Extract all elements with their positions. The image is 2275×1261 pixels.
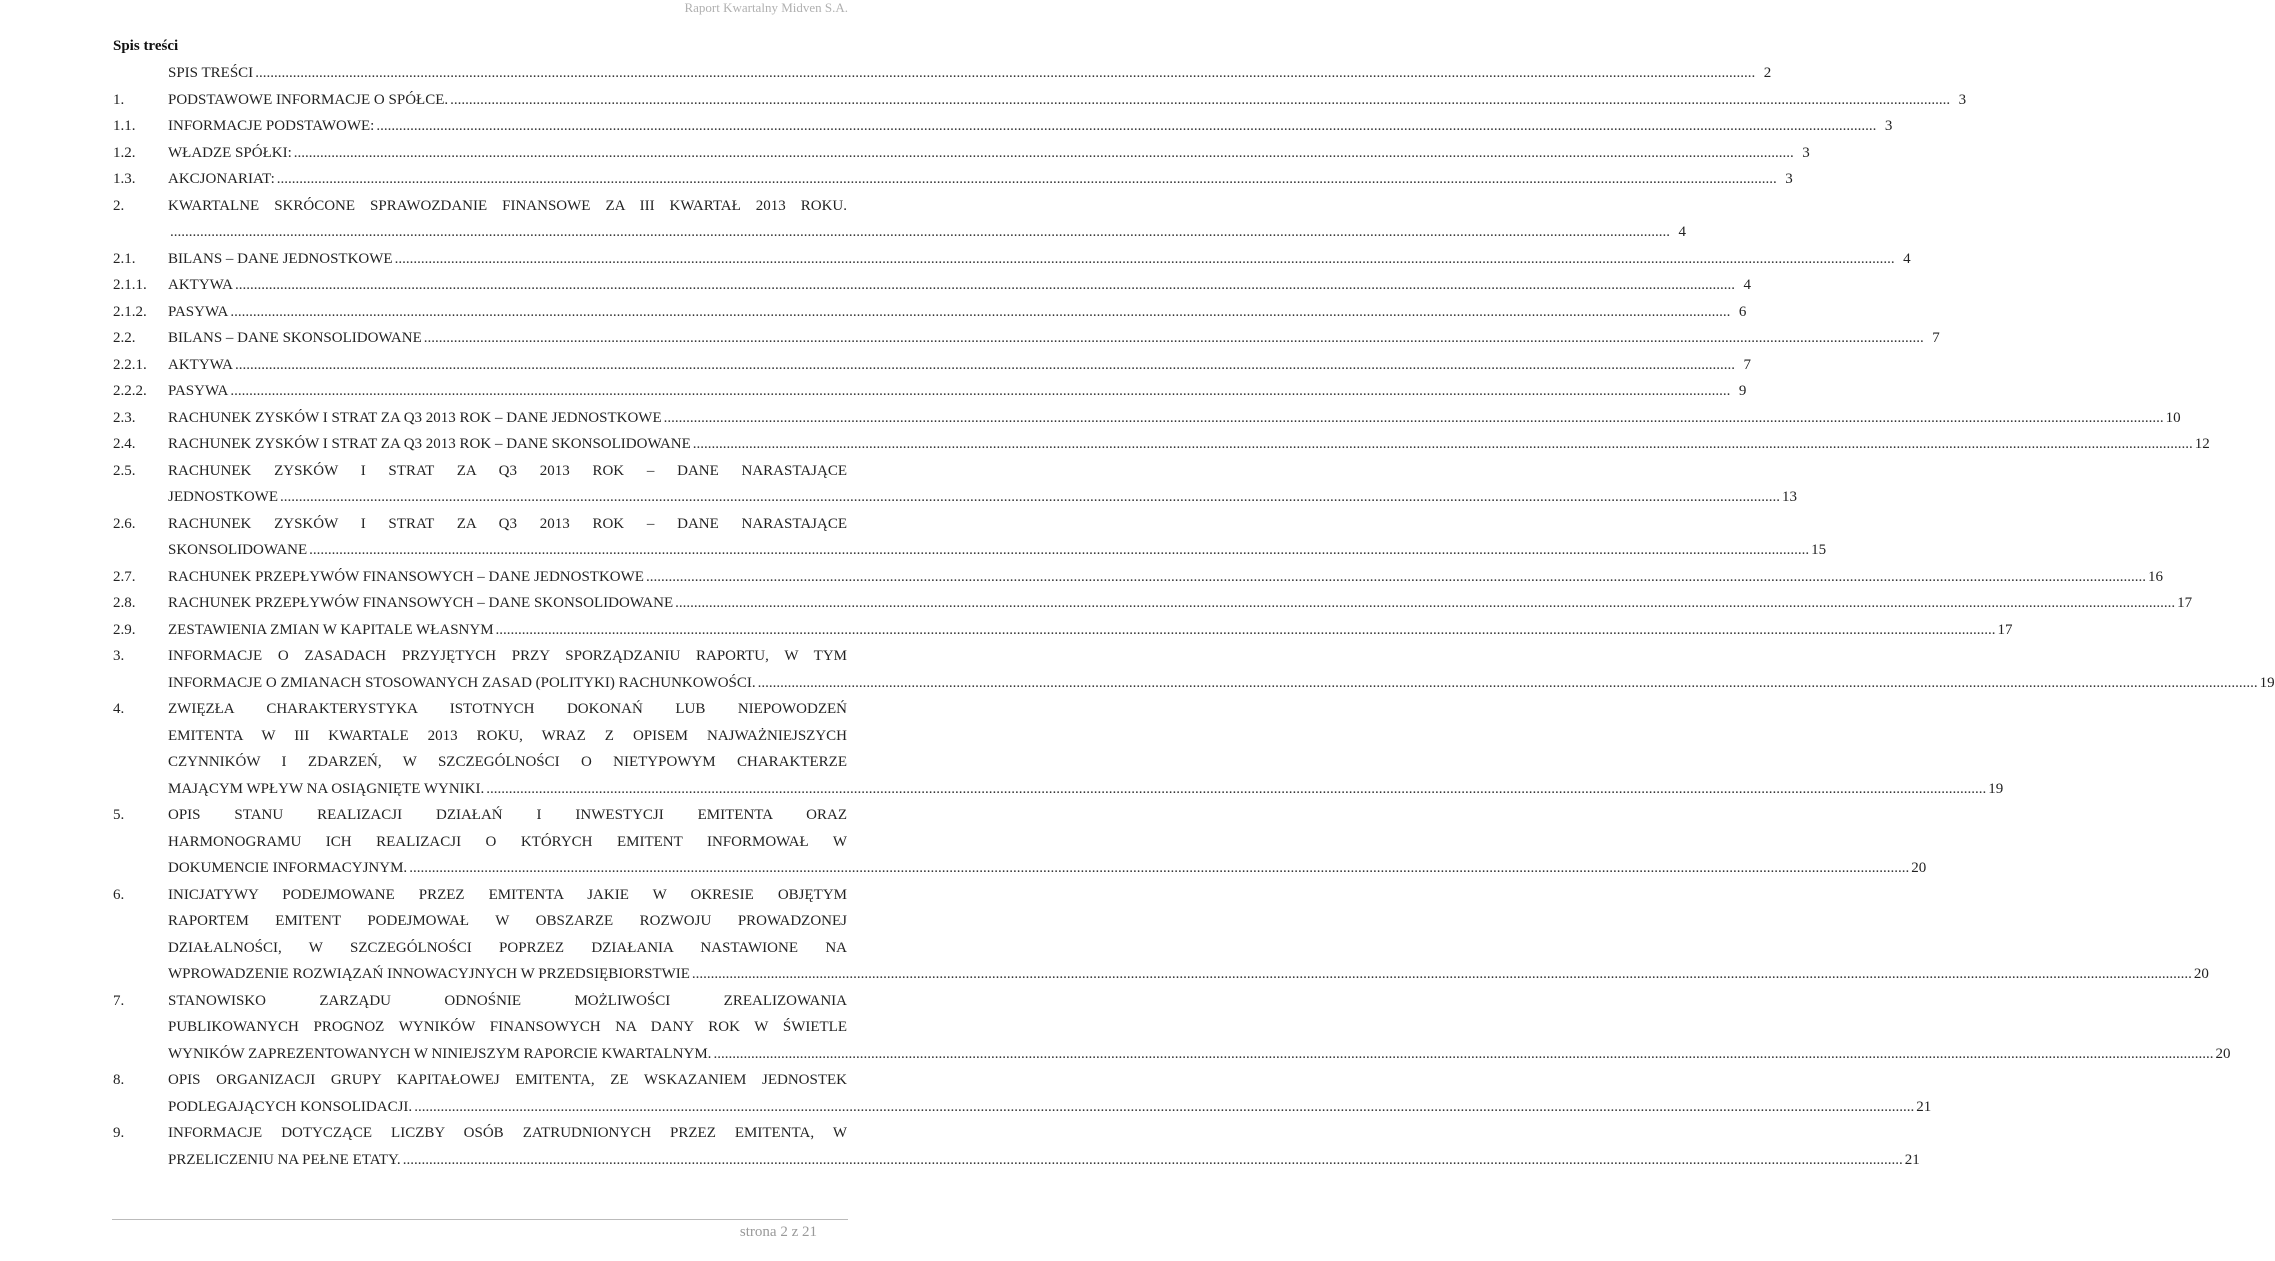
toc-entry[interactable] <box>113 60 1772 87</box>
toc-entry-number: 3. <box>113 648 125 664</box>
toc-entry-title: PODLEGAJĄCYCH KONSOLIDACJI. <box>168 1098 413 1115</box>
toc-entry-title: SKONSOLIDOWANE <box>168 542 308 558</box>
toc-entry[interactable] <box>113 643 2275 696</box>
toc-entry[interactable] <box>113 193 1686 246</box>
toc-entry-body <box>168 802 1927 882</box>
dot-leader: ................................................................................................................................................................................................................................................................................................................................................................................................................ <box>486 780 1987 797</box>
toc-entry-body <box>168 1067 1932 1120</box>
toc-entry-leader-line <box>168 219 1686 246</box>
toc-entry-page: 7 <box>1932 330 1940 346</box>
toc-entry-body <box>168 696 2004 802</box>
toc-entry-page: 10 <box>2165 409 2181 426</box>
toc-entry-body <box>168 617 2013 644</box>
toc-entry[interactable] <box>113 617 2013 644</box>
dot-leader: ................................................................................................................................................................................................................................................................................................................................................................................................................ <box>450 91 1951 108</box>
toc-entry-title-line: PUBLIKOWANYCH PROGNOZ WYNIKÓW FINANSOWYCH NA DANY ROK W ŚWIETLE <box>168 1019 847 1035</box>
toc-entry-body <box>168 60 1772 87</box>
toc-entry-body <box>168 431 2210 458</box>
toc-entry[interactable] <box>113 405 2181 432</box>
toc-entry[interactable] <box>113 87 1967 114</box>
toc-entry-title: BILANS – DANE SKONSOLIDOWANE <box>168 330 422 346</box>
toc-entry-page: 21 <box>1916 1098 1932 1115</box>
toc-entry-body <box>168 564 2163 591</box>
dot-leader: ................................................................................................................................................................................................................................................................................................................................................................................................................ <box>409 860 1910 876</box>
toc-entry[interactable] <box>113 113 1893 140</box>
toc-entry-title-line: EMITENTA W III KWARTALE 2013 ROKU, WRAZ Z OPISEM NAJWAŻNIEJSZYCH <box>168 727 847 744</box>
toc-entry-title-line: OPIS STANU REALIZACJI DZIAŁAŃ I INWESTYCJI EMITENTA ORAZ <box>168 807 847 823</box>
toc-entry-number: 2.2.2. <box>113 383 147 399</box>
toc-entry-leader-line <box>168 855 1927 882</box>
toc-entry-leader-line <box>168 564 2163 591</box>
toc-entry-leader-line <box>168 246 1911 273</box>
page-number: strona 2 z 21 <box>739 1224 817 1240</box>
toc-entry-leader-line <box>168 776 2004 803</box>
toc-entry-title-line: RACHUNEK ZYSKÓW I STRAT ZA Q3 2013 ROK – DANE NARASTAJĄCE <box>168 462 847 479</box>
dot-leader: ................................................................................................................................................................................................................................................................................................................................................................................................................ <box>675 595 2176 611</box>
toc-entry-title: RACHUNEK PRZEPŁYWÓW FINANSOWYCH – DANE JEDNOSTKOWE <box>168 568 644 585</box>
toc-entry-number: 2.4. <box>113 436 136 452</box>
toc-entry-leader-line <box>168 405 2181 432</box>
toc-entry-number: 1. <box>113 91 125 108</box>
dot-leader: ................................................................................................................................................................................................................................................................................................................................................................................................................ <box>414 1098 1915 1115</box>
toc-entry-leader-line <box>168 325 1940 352</box>
toc-entry-number: 1.1. <box>113 118 136 134</box>
toc-entry-number: 2.6. <box>113 515 136 532</box>
dot-leader: ................................................................................................................................................................................................................................................................................................................................................................................................................ <box>713 1045 2214 1062</box>
toc-entry[interactable] <box>113 166 1793 193</box>
toc-entry-body <box>168 643 2275 696</box>
toc-entry-page: 19 <box>2259 674 2275 691</box>
toc-entry-number: 7. <box>113 992 125 1009</box>
toc-entry-number: 5. <box>113 807 125 823</box>
toc-entry-body <box>168 590 2193 617</box>
toc-entry-page: 3 <box>1785 171 1793 187</box>
toc-entry-leader-line <box>168 431 2210 458</box>
toc-entry-number: 2.9. <box>113 621 136 638</box>
toc-entry-title: AKTYWA <box>168 277 233 293</box>
toc-entry[interactable] <box>113 431 2210 458</box>
toc-entry-body <box>168 272 1751 299</box>
toc-entry-title: WYNIKÓW ZAPREZENTOWANYCH W NINIEJSZYM RAPORCIE KWARTALNYM. <box>168 1045 712 1062</box>
toc-entry-title-line: KWARTALNE SKRÓCONE SPRAWOZDANIE FINANSOWE ZA III KWARTAŁ 2013 ROKU. <box>168 197 847 214</box>
toc-entry-leader-line <box>168 87 1967 114</box>
toc-entry-body <box>168 458 1797 511</box>
toc-entry[interactable] <box>113 882 2209 988</box>
toc-entry[interactable] <box>113 696 2004 802</box>
dot-leader: ................................................................................................................................................................................................................................................................................................................................................................................................................ <box>645 568 2146 585</box>
toc-entry-title: JEDNOSTKOWE <box>168 489 278 505</box>
toc-entry[interactable] <box>113 325 1940 352</box>
dot-leader: ................................................................................................................................................................................................................................................................................................................................................................................................................ <box>170 224 1670 240</box>
dot-leader: ................................................................................................................................................................................................................................................................................................................................................................................................................ <box>235 277 1735 293</box>
toc-entry-number: 2.1.2. <box>113 303 147 320</box>
toc-entry-leader-line <box>168 352 1751 379</box>
toc-entry-title-line: HARMONOGRAMU ICH REALIZACJI O KTÓRYCH EMITENT INFORMOWAŁ W <box>168 833 847 850</box>
toc-entry-number: 2. <box>113 197 125 214</box>
toc-entry-title-line: DZIAŁALNOŚCI, W SZCZEGÓLNOŚCI POPRZEZ DZIAŁANIA NASTAWIONE NA <box>168 939 847 956</box>
toc-heading: Spis treści <box>113 38 179 54</box>
toc-entry-leader-line <box>168 617 2013 644</box>
toc-entry-title: INFORMACJE PODSTAWOWE: <box>168 118 375 134</box>
toc-entry-page: 20 <box>2193 966 2209 982</box>
toc-entry-leader-line <box>168 961 2209 988</box>
toc-entry-title: INFORMACJE O ZMIANACH STOSOWANYCH ZASAD (POLITYKI) RACHUNKOWOŚCI. <box>168 674 756 691</box>
toc-entry-title: AKCJONARIAT: <box>168 171 275 187</box>
dot-leader: ................................................................................................................................................................................................................................................................................................................................................................................................................ <box>230 383 1731 399</box>
toc-entry-title: PRZELICZENIU NA PEŁNE ETATY. <box>168 1151 401 1168</box>
toc-entry-leader-line <box>168 378 1747 405</box>
toc-entry-page: 21 <box>1904 1151 1920 1168</box>
toc-entry-leader-line <box>168 590 2193 617</box>
toc-entry-title-line: RAPORTEM EMITENT PODEJMOWAŁ W OBSZARZE ROZWOJU PROWADZONEJ <box>168 913 847 929</box>
toc-entry[interactable] <box>113 352 1751 379</box>
toc-entry-number: 2.2. <box>113 330 136 346</box>
toc-entry[interactable] <box>113 299 1747 326</box>
toc-entry-leader-line <box>168 670 2275 697</box>
toc-entry-leader-line <box>168 484 1797 511</box>
toc-entry-body <box>168 140 1810 167</box>
toc-entry[interactable] <box>113 802 1927 882</box>
dot-leader: ................................................................................................................................................................................................................................................................................................................................................................................................................ <box>235 356 1735 373</box>
dot-leader: ................................................................................................................................................................................................................................................................................................................................................................................................................ <box>280 489 1780 505</box>
toc-entry[interactable] <box>113 1120 1920 1173</box>
toc-entry-title: SPIS TREŚCI <box>168 65 254 81</box>
toc-entry[interactable] <box>113 988 2231 1068</box>
toc-entry-title-line: INICJATYWY PODEJMOWANE PRZEZ EMITENTA JAKIE W OKRESIE OBJĘTYM <box>168 886 847 903</box>
toc-entry-title: PODSTAWOWE INFORMACJE O SPÓŁCE. <box>168 91 449 108</box>
toc-entry-title: RACHUNEK ZYSKÓW I STRAT ZA Q3 2013 ROK – DANE JEDNOSTKOWE <box>168 409 662 426</box>
dot-leader: ................................................................................................................................................................................................................................................................................................................................................................................................................ <box>495 621 1996 638</box>
toc-entry-number: 2.5. <box>113 462 136 479</box>
toc-entry-title-line: CZYNNIKÓW I ZDARZEŃ, W SZCZEGÓLNOŚCI O NIETYPOWYM CHARAKTERZE <box>168 754 847 770</box>
toc-entry-number: 2.1.1. <box>113 277 147 293</box>
toc-entry-title: WŁADZE SPÓŁKI: <box>168 144 292 161</box>
dot-leader: ................................................................................................................................................................................................................................................................................................................................................................................................................ <box>663 409 2164 426</box>
toc-entry-page: 17 <box>2177 595 2193 611</box>
toc-entry-title: PASYWA <box>168 303 229 320</box>
toc-entry[interactable] <box>113 511 1827 564</box>
toc-entry-title: BILANS – DANE JEDNOSTKOWE <box>168 250 393 267</box>
toc-entry-body <box>168 1120 1920 1173</box>
toc-entry-page: 9 <box>1738 383 1747 399</box>
dot-leader: ................................................................................................................................................................................................................................................................................................................................................................................................................ <box>692 436 2193 452</box>
toc-entry-page: 13 <box>1782 489 1797 505</box>
toc-entry-body <box>168 882 2209 988</box>
toc-entry-page: 17 <box>1997 621 2013 638</box>
toc-entry-body <box>168 352 1751 379</box>
toc-entry-title-line: INFORMACJE DOTYCZĄCE LICZBY OSÓB ZATRUDNIONYCH PRZEZ EMITENTA, W <box>168 1125 847 1141</box>
toc-entry-number: 9. <box>113 1125 125 1141</box>
dot-leader: ................................................................................................................................................................................................................................................................................................................................................................................................................ <box>402 1151 1903 1168</box>
toc-entry-number: 2.1. <box>113 250 136 267</box>
dot-leader: ................................................................................................................................................................................................................................................................................................................................................................................................................ <box>255 65 1756 81</box>
toc-entry-page: 3 <box>1958 91 1967 108</box>
toc-entry-number: 6. <box>113 886 125 903</box>
toc-entry-number: 2.3. <box>113 409 136 426</box>
toc-entry-page: 2 <box>1763 65 1772 81</box>
toc-entry-page: 4 <box>1903 250 1911 267</box>
toc-entry[interactable] <box>113 564 2163 591</box>
toc-entry-title-line: RACHUNEK ZYSKÓW I STRAT ZA Q3 2013 ROK – DANE NARASTAJĄCE <box>168 515 847 532</box>
toc-entry-body <box>168 166 1793 193</box>
toc-entry[interactable] <box>113 590 2193 617</box>
toc-entry-title: DOKUMENCIE INFORMACYJNYM. <box>168 860 408 876</box>
toc-entry-title-line: INFORMACJE O ZASADACH PRZYJĘTYCH PRZY SPORZĄDZANIU RAPORTU, W TYM <box>168 648 847 664</box>
document-header: Raport Kwartalny Midven S.A. <box>684 0 848 15</box>
toc-entry-body <box>168 405 2181 432</box>
toc-entry-page: 4 <box>1743 277 1751 293</box>
toc-entry-leader-line <box>168 1094 1932 1121</box>
toc-entry-title: ZESTAWIENIA ZMIAN W KAPITALE WŁASNYM <box>168 621 494 638</box>
toc-entry-number: 2.8. <box>113 595 136 611</box>
dot-leader: ................................................................................................................................................................................................................................................................................................................................................................................................................ <box>423 330 1924 346</box>
dot-leader: ................................................................................................................................................................................................................................................................................................................................................................................................................ <box>276 171 1777 187</box>
toc-entry[interactable] <box>113 140 1810 167</box>
toc-entry-title-line: OPIS ORGANIZACJI GRUPY KAPITAŁOWEJ EMITENTA, ZE WSKAZANIEM JEDNOSTEK <box>168 1072 847 1088</box>
dot-leader: ................................................................................................................................................................................................................................................................................................................................................................................................................ <box>230 303 1731 320</box>
toc-entry-page: 3 <box>1884 118 1893 134</box>
toc-entry-leader-line <box>168 60 1772 87</box>
toc-entry-title: MAJĄCYM WPŁYW NA OSIĄGNIĘTE WYNIKI. <box>168 780 485 797</box>
dot-leader: ................................................................................................................................................................................................................................................................................................................................................................................................................ <box>376 118 1877 134</box>
toc-entry-number: 4. <box>113 701 125 717</box>
toc-entry[interactable] <box>113 458 1797 511</box>
toc-entry-number: 2.7. <box>113 568 136 585</box>
toc-entry-body <box>168 299 1747 326</box>
toc-entry-page: 4 <box>1678 224 1686 240</box>
toc-entry-page: 12 <box>2194 436 2210 452</box>
toc-entry-leader-line <box>168 166 1793 193</box>
toc-entry-leader-line <box>168 299 1747 326</box>
toc-entry-body <box>168 988 2231 1068</box>
toc-entry-body <box>168 87 1967 114</box>
toc-entry-title: WPROWADZENIE ROZWIĄZAŃ INNOWACYJNYCH W PRZEDSIĘBIORSTWIE <box>168 966 690 982</box>
toc-entry-leader-line <box>168 272 1751 299</box>
toc-entry[interactable] <box>113 378 1747 405</box>
toc-entry-body <box>168 193 1686 246</box>
toc-entry-body <box>168 113 1893 140</box>
dot-leader: ................................................................................................................................................................................................................................................................................................................................................................................................................ <box>293 144 1794 161</box>
toc-entry-page: 3 <box>1802 144 1810 161</box>
dot-leader: ................................................................................................................................................................................................................................................................................................................................................................................................................ <box>691 966 2192 982</box>
toc-entry-title-line: STANOWISKO ZARZĄDU ODNOŚNIE MOŻLIWOŚCI ZREALIZOWANIA <box>168 992 847 1009</box>
toc-entry-body <box>168 325 1940 352</box>
toc-entry-body <box>168 511 1827 564</box>
toc-entry[interactable] <box>113 1067 1932 1120</box>
toc-entry-page: 19 <box>1988 780 2004 797</box>
toc-entry[interactable] <box>113 246 1911 273</box>
toc-entry-leader-line <box>168 1147 1920 1174</box>
toc-entry-title: RACHUNEK ZYSKÓW I STRAT ZA Q3 2013 ROK – DANE SKONSOLIDOWANE <box>168 436 691 452</box>
toc-entry-page: 16 <box>2147 568 2163 585</box>
toc-entry-page: 6 <box>1738 303 1747 320</box>
toc-entry[interactable] <box>113 272 1751 299</box>
toc-entry-page: 20 <box>1911 860 1927 876</box>
toc-entry-leader-line <box>168 140 1810 167</box>
toc-entry-leader-line <box>168 113 1893 140</box>
toc-entry-number: 1.2. <box>113 144 136 161</box>
dot-leader: ................................................................................................................................................................................................................................................................................................................................................................................................................ <box>757 674 2258 691</box>
toc-entry-leader-line <box>168 1041 2231 1068</box>
toc-entry-page: 7 <box>1743 356 1751 373</box>
toc-entry-body <box>168 246 1911 273</box>
table-of-contents <box>113 60 2275 1173</box>
toc-entry-title: RACHUNEK PRZEPŁYWÓW FINANSOWYCH – DANE SKONSOLIDOWANE <box>168 595 674 611</box>
toc-entry-number: 2.2.1. <box>113 356 147 373</box>
dot-leader: ................................................................................................................................................................................................................................................................................................................................................................................................................ <box>309 542 1810 558</box>
toc-entry-title: AKTYWA <box>168 356 233 373</box>
toc-entry-page: 20 <box>2215 1045 2231 1062</box>
toc-entry-number: 1.3. <box>113 171 136 187</box>
toc-entry-title-line: ZWIĘZŁA CHARAKTERYSTYKA ISTOTNYCH DOKONAŃ LUB NIEPOWODZEŃ <box>168 701 847 717</box>
dot-leader: ................................................................................................................................................................................................................................................................................................................................................................................................................ <box>394 250 1895 267</box>
toc-entry-title: PASYWA <box>168 383 229 399</box>
toc-entry-leader-line <box>168 537 1827 564</box>
toc-entry-page: 15 <box>1811 542 1827 558</box>
toc-entry-number: 8. <box>113 1072 125 1088</box>
footer-divider <box>112 1219 848 1220</box>
toc-entry-body <box>168 378 1747 405</box>
